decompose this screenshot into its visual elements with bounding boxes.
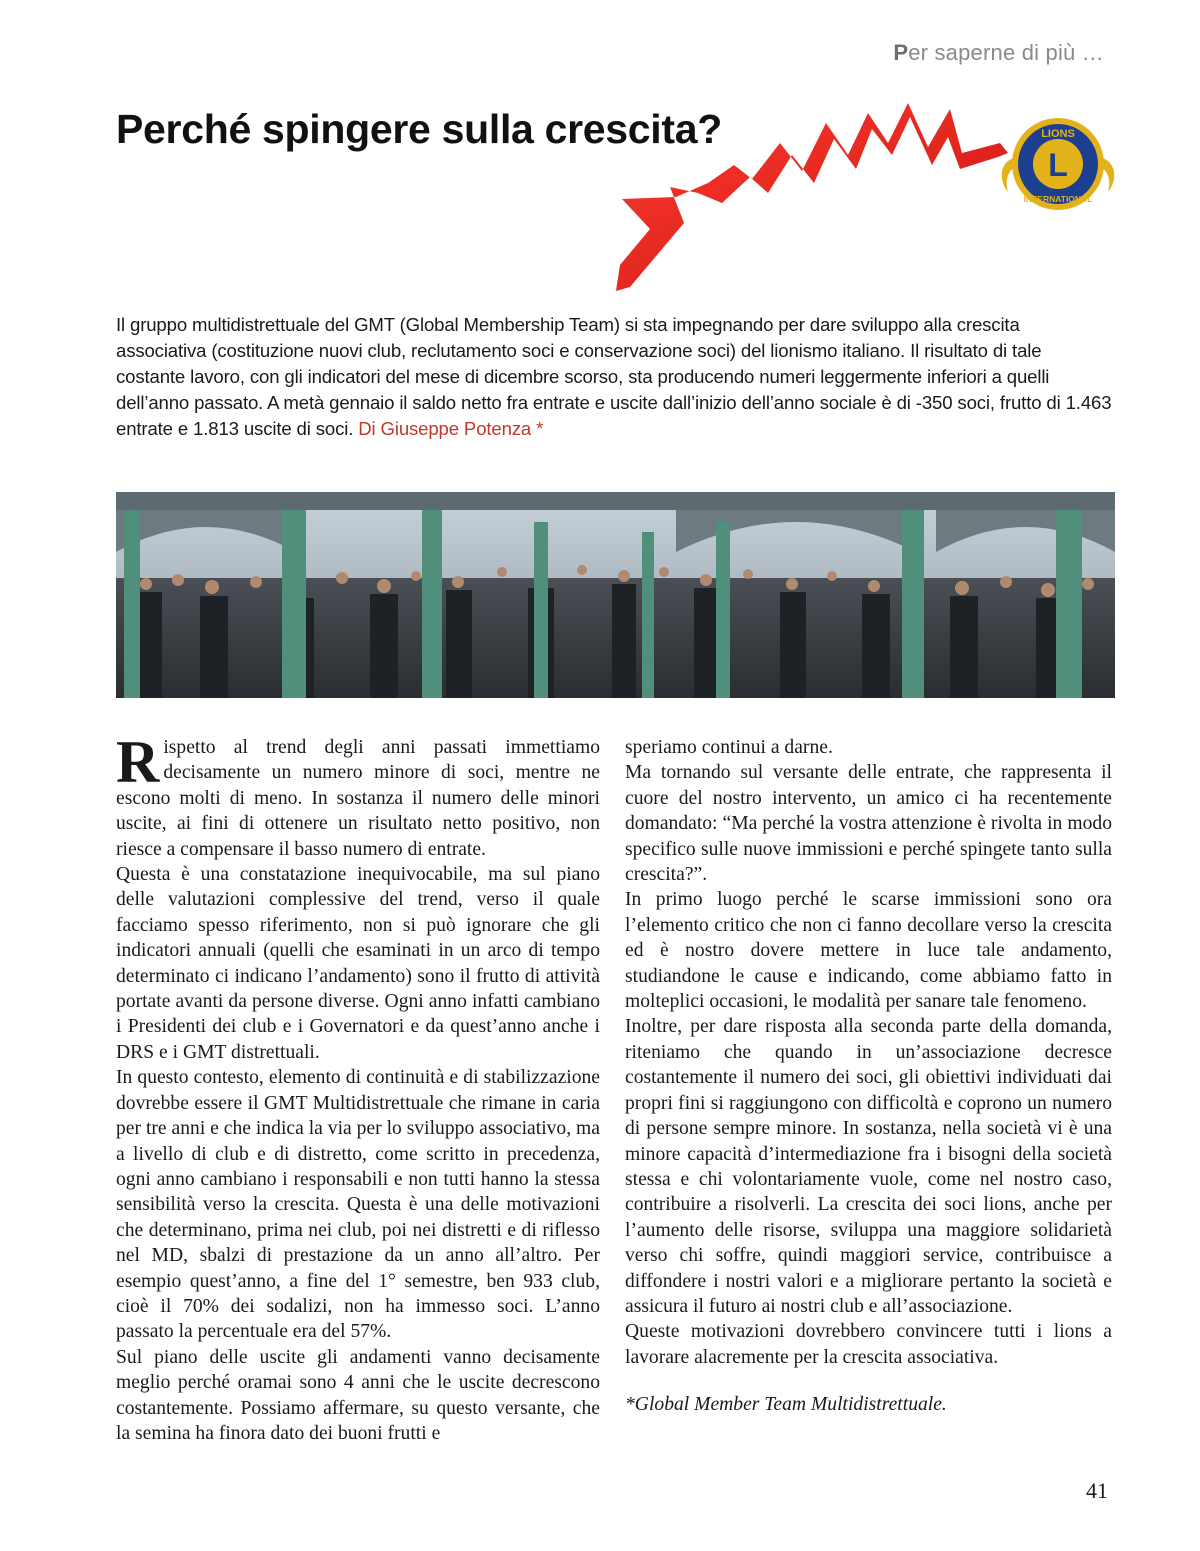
body-paragraph: Sul piano delle uscite gli andamenti vanno decisamente meglio perché oramai sono 4 anni che le uscite decrescono costantemente. Possiamo affermare, su questo versante, che la semina ha finora dato dei buoni frutti e <box>116 1346 600 1444</box>
body-paragraph: In questo contesto, elemento di continuità e di stabilizzazione dovrebbe essere il GMT Multidistrettuale che rimane in caria per tre anni e che indica la via per lo sviluppo associativo, ma a livello di club e di distretto, come scritto in precedenza, ogni anno cambiano i responsabili e non tutti hanno la stessa sensibilità verso la crescita. Questa è una delle motivazioni che determinano, prima nei club, poi nei distretti e di riflesso nel MD, sbalzi di prestazione da un anno all’altro. Per esempio quest’anno, a fine del 1° semestre, ben 933 club, cioè il 70% dei sodalizi, non ha immesso soci. L’anno passato la percentuale era del 57%. <box>116 1067 600 1343</box>
declining-arrow-graphic <box>610 95 1015 310</box>
arrow-shape <box>616 103 1008 291</box>
drop-cap: R <box>116 729 160 795</box>
article-body-left-column <box>116 729 600 1446</box>
body-paragraph: In primo luogo perché le scarse immissioni sono ora l’elemento critico che non ci fanno decollare verso la crescita ed è nostro dovere mettere in luce tale andamento, studiandone le cause e indicando, come abbiamo fatto in molteplici occasioni, le modalità per sanare tale fenomeno. <box>625 889 1112 1013</box>
body-paragraph: Questa è una constatazione inequivocabile, ma sul piano delle valutazioni complessive del trend, verso il quale facciamo spesso riferimento, non si può ignorare che gli indicatori annuali (quelli che esaminati in un arco di tempo determinato ci indicano l’andamento) sono il frutto di attività portate avanti da persone diverse. Ogni anno infatti cambiano i Presidenti dei club e i Governatori e da quest’anno anche i DRS e i GMT distrettuali. <box>116 864 600 1063</box>
lead-text: Il gruppo multidistrettuale del GMT (Global Membership Team) si sta impegnando per dare sviluppo alla crescita associativa (costituzione nuovi club, reclutamento soci e conservazione soci) del lionismo italiano. Il risultato di tale costante lavoro, con gli indicatori del mese di dicembre scorso, sta producendo numeri leggermente inferiori a quelli dell’anno passato. A metà gennaio il saldo netto fra entrate e uscite dall’inizio dell’anno sociale è di -350 soci, frutto di 1.463 entrate e 1.813 uscite di soci. <box>116 314 1112 439</box>
section-label-initial: P <box>893 40 909 65</box>
body-paragraph: Inoltre, per dare risposta alla seconda parte della domanda, riteniamo che quando in un’associazione decresce costantemente il numero dei soci, gli obiettivi individuati dai propri fini si raggiungono con difficoltà e coprono un numero di persone sempre minore. In sostanza, nella società vi è una minore capacità d’intermediazione fra i bisogni della società stessa e chi volontariamente vuole, come nel nostro caso, contribuire a risolverli. La crescita dei soci lions, anche per l’aumento delle risorse, sviluppa una maggiore solidarietà verso chi soffre, quindi maggiori service, contribuisce a diffondere i nostri valori e a migliorare pertanto la società e assicura il futuro ai nostri club e all’associazione. <box>625 1016 1112 1317</box>
author-footnote: *Global Member Team Multidistrettuale. <box>625 1394 947 1416</box>
body-paragraph: Ma tornando sul versante delle entrate, che rappresenta il cuore del nostro intervento, un amico ci ha recentemente domandato: “Ma perché la vostra attenzione è rivolta in modo specifico sulle nuove immissioni e perché spingete tanto sulla crescita?”. <box>625 762 1112 886</box>
article-body-right-column <box>625 735 1112 1418</box>
crowd-event-photo <box>116 492 1115 698</box>
photo-ceiling <box>116 492 1115 510</box>
logo-center-letter: L <box>1048 147 1068 183</box>
body-paragraph: speriamo continui a darne. <box>625 737 833 758</box>
byline: Di Giuseppe Potenza * <box>358 418 544 439</box>
page-number: 41 <box>1086 1478 1108 1503</box>
lions-international-logo <box>996 106 1120 226</box>
logo-bottom-text: INTERNATIONAL <box>1023 194 1093 204</box>
body-paragraph: Queste motivazioni dovrebbero convincere tutti i lions a lavorare alacremente per la crescita associativa. <box>625 1321 1112 1368</box>
section-label-rest: er saperne di più … <box>908 40 1104 65</box>
paragraph-text: ispetto al trend degli anni passati immettiamo decisamente un numero minore di soci, mentre ne escono molti di meno. In sostanza il numero delle minori uscite, ai fini di ottenere un risultato netto positivo, non riesce a compensare il basso numero di entrate. <box>116 737 600 860</box>
body-paragraph <box>116 729 600 862</box>
section-label <box>893 40 1104 66</box>
article-lead <box>116 312 1114 442</box>
article-title: Perché spingere sulla crescita? <box>116 106 723 152</box>
logo-top-text: LIONS <box>1041 128 1075 140</box>
